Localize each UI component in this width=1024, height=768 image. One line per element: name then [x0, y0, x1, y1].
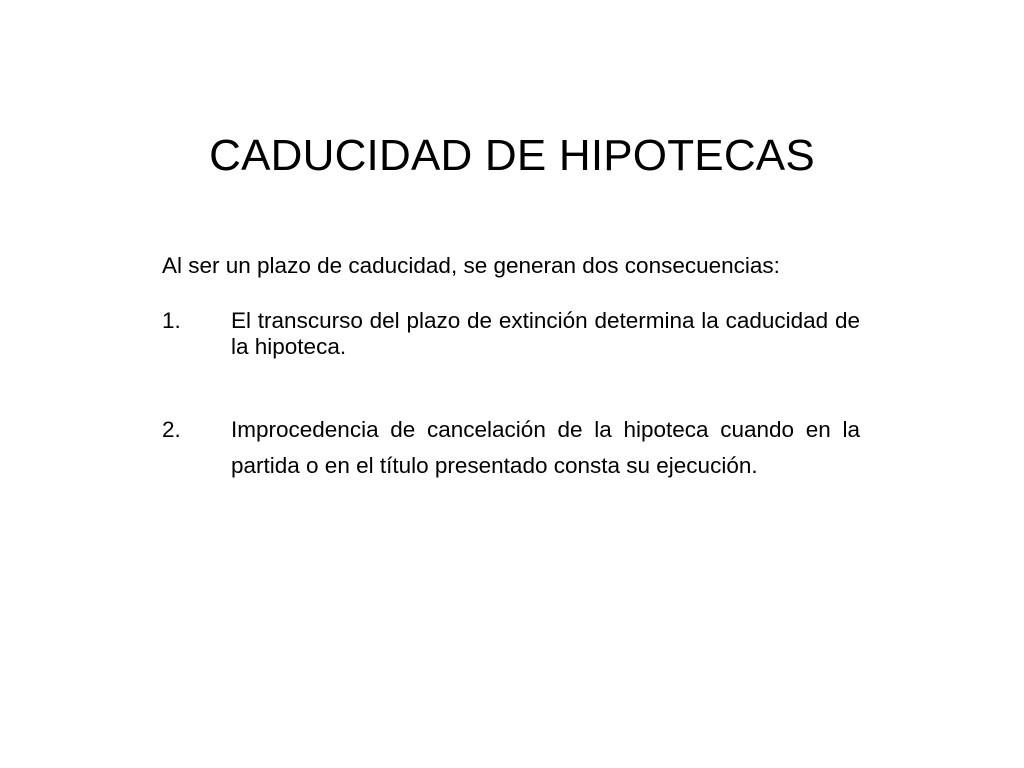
list-item-number: 1. — [162, 308, 181, 333]
list-item-text: Improcedencia de cancelación de la hipoteca cuando en la partida o en el título presentado consta su ejecución. — [231, 417, 860, 478]
list-item-number: 2. — [162, 417, 181, 442]
list-item-2 — [162, 412, 860, 484]
slide-title: CADUCIDAD DE HIPOTECAS — [209, 131, 815, 180]
list-item-1 — [162, 308, 860, 360]
slide-body — [162, 248, 860, 484]
intro-text: Al ser un plazo de caducidad, se generan dos consecuencias: — [162, 253, 780, 278]
list-item-text: El transcurso del plazo de extinción determina la caducidad de la hipoteca. — [231, 308, 860, 359]
